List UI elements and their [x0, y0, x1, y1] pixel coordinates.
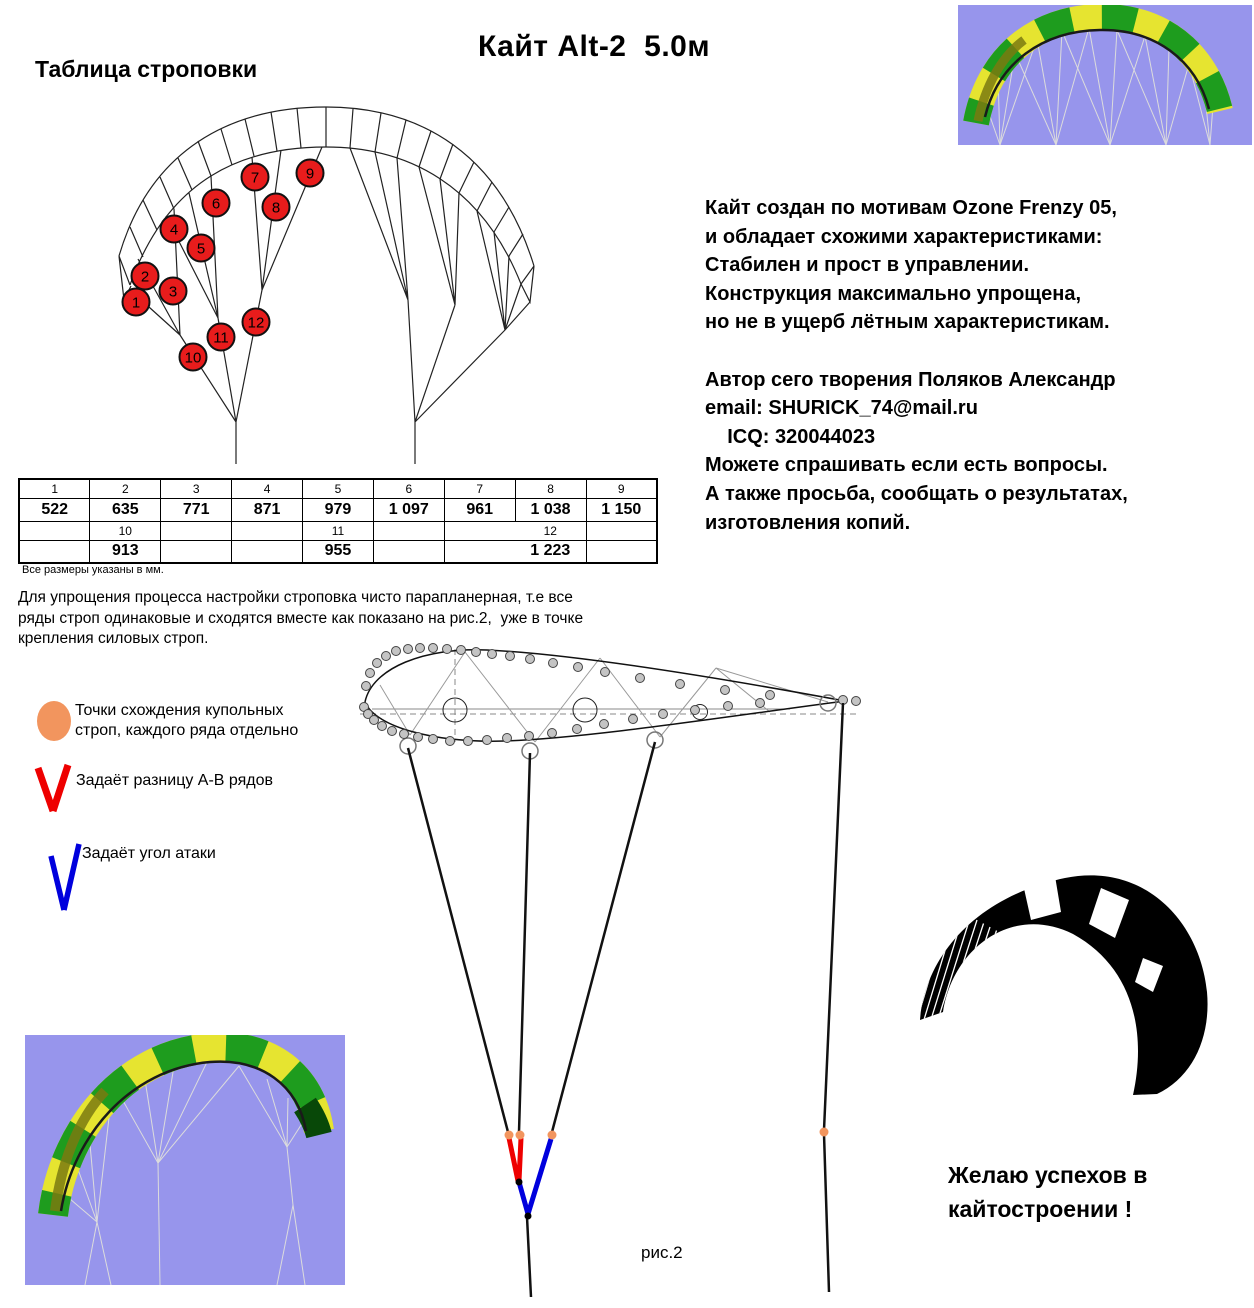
table-cell [161, 521, 232, 540]
red-v-label: Задаёт разницу А-В рядов [76, 772, 274, 789]
table-cell: 955 [303, 540, 374, 563]
marker-number: 5 [196, 240, 206, 258]
table-cell: 1 [19, 479, 90, 498]
marker-number: 9 [305, 165, 315, 183]
description-line: Автор сего творения Поляков Александр [705, 368, 1116, 391]
table-row [19, 479, 657, 498]
table-cell: 771 [161, 498, 232, 521]
kite-render-top-right [958, 5, 1252, 145]
figure-caption: рис.2 [641, 1243, 683, 1262]
table-cell: 2 [90, 479, 161, 498]
kite-render-bottom-left [25, 1035, 345, 1285]
attachment-dots [360, 644, 861, 746]
table-cell [373, 521, 444, 540]
airfoil-circles [443, 698, 708, 722]
table-cell: 12 [515, 521, 586, 540]
bridle-point-markers [123, 160, 324, 371]
table-cell [19, 521, 90, 540]
marker-number: 7 [250, 169, 260, 187]
blue-v-segment [519, 1139, 551, 1214]
rigging-table [18, 478, 658, 564]
table-cell: 5 [303, 479, 374, 498]
description-line: изготовления копий. [705, 511, 911, 534]
marker-number: 2 [140, 268, 150, 286]
silhouette-body [920, 875, 1208, 1095]
table-cell: 9 [586, 479, 657, 498]
table-cell [232, 521, 303, 540]
table-cell: 1 223 [515, 540, 586, 563]
power-lines [408, 703, 843, 1297]
bridle-note-line: Для упрощения процесса настройки строповка чисто парапланерная, т.е все [18, 589, 573, 606]
marker-number: 4 [169, 221, 179, 239]
table-cell [373, 540, 444, 563]
convergence-point-icon [36, 700, 74, 744]
rigging-table-body [19, 479, 657, 563]
convergence-label-line2: строп, каждого ряда отдельно [75, 722, 299, 739]
table-cell: 8 [515, 479, 586, 498]
red-v-icon [30, 762, 82, 817]
table-cell: 6 [373, 479, 444, 498]
marker-number: 6 [211, 195, 221, 213]
airfoil-section [360, 644, 861, 760]
table-cell: 961 [444, 498, 515, 521]
table-cell [586, 540, 657, 563]
description-line [705, 337, 1128, 366]
table-cell [444, 540, 515, 563]
marker-number: 1 [131, 294, 141, 312]
description-line: но не в ущерб лётным характеристикам. [705, 311, 1110, 334]
table-cell: 979 [303, 498, 374, 521]
marker-number: 10 [184, 349, 202, 367]
table-cell [19, 540, 90, 563]
description-line: Кайт создан по мотивам Ozone Frenzy 05, [705, 197, 1117, 219]
table-row [19, 540, 657, 563]
red-v-segment [509, 1138, 521, 1181]
description-line: Стабилен и прост в управлении. [705, 254, 1030, 277]
description-block [705, 194, 1128, 537]
marker-number: 11 [213, 329, 229, 347]
bridle-lines-right [350, 148, 530, 464]
table-row [19, 521, 657, 540]
table-cell: 522 [19, 498, 90, 521]
table-cell: 11 [303, 521, 374, 540]
marker-number: 12 [247, 314, 265, 332]
main-bridle [408, 703, 843, 1297]
table-cell: 10 [90, 521, 161, 540]
marker-number: 8 [271, 199, 281, 217]
kite-silhouette [905, 862, 1215, 1102]
rigging-heading: Таблица строповки [35, 56, 258, 82]
closing-line2: кайтостроении ! [948, 1196, 1133, 1222]
description-line: Конструкция максимально упрощена, [705, 282, 1082, 305]
table-cell: 635 [90, 498, 161, 521]
table-cell: 1 097 [373, 498, 444, 521]
table-cell [232, 540, 303, 563]
table-cell: 1 150 [586, 498, 657, 521]
table-cell: 7 [444, 479, 515, 498]
bridle-note-line: крепления силовых строп. [18, 630, 209, 647]
table-cell: 3 [161, 479, 232, 498]
description-line: и обладает схожими характеристиками: [705, 225, 1103, 248]
table-cell: 913 [90, 540, 161, 563]
description-line: ICQ: 320044023 [705, 425, 876, 448]
table-cell [586, 521, 657, 540]
convergence-label [75, 701, 298, 741]
table-cell: 4 [232, 479, 303, 498]
fig2-bridle-diagram [340, 630, 880, 1308]
description-line: email: SHURICK_74@mail.ru [705, 397, 978, 420]
closing-line1: Желаю успехов в [948, 1162, 1148, 1188]
table-cell: 1 038 [515, 498, 586, 521]
rigging-diagram [0, 0, 660, 480]
table-row [19, 498, 657, 521]
table-cell [161, 540, 232, 563]
size-note: Все размеры указаны в мм. [22, 564, 164, 576]
description-line: А также просьба, сообщать о результатах, [705, 482, 1128, 505]
convergence-label-line1: Точки схождения купольных [75, 702, 284, 719]
table-cell [444, 521, 515, 540]
marker-number: 3 [168, 283, 178, 301]
page-title: Кайт Alt-2 5.0м [478, 30, 711, 63]
table-cell: 871 [232, 498, 303, 521]
closing-text [948, 1158, 1147, 1226]
bridle-note-line: ряды строп одинаковые и сходятся вместе как показано на рис.2, уже в точке [18, 609, 584, 627]
blue-v-label: Задаёт угол атаки [82, 845, 216, 862]
description-line: Можете спрашивать если есть вопросы. [705, 454, 1108, 477]
